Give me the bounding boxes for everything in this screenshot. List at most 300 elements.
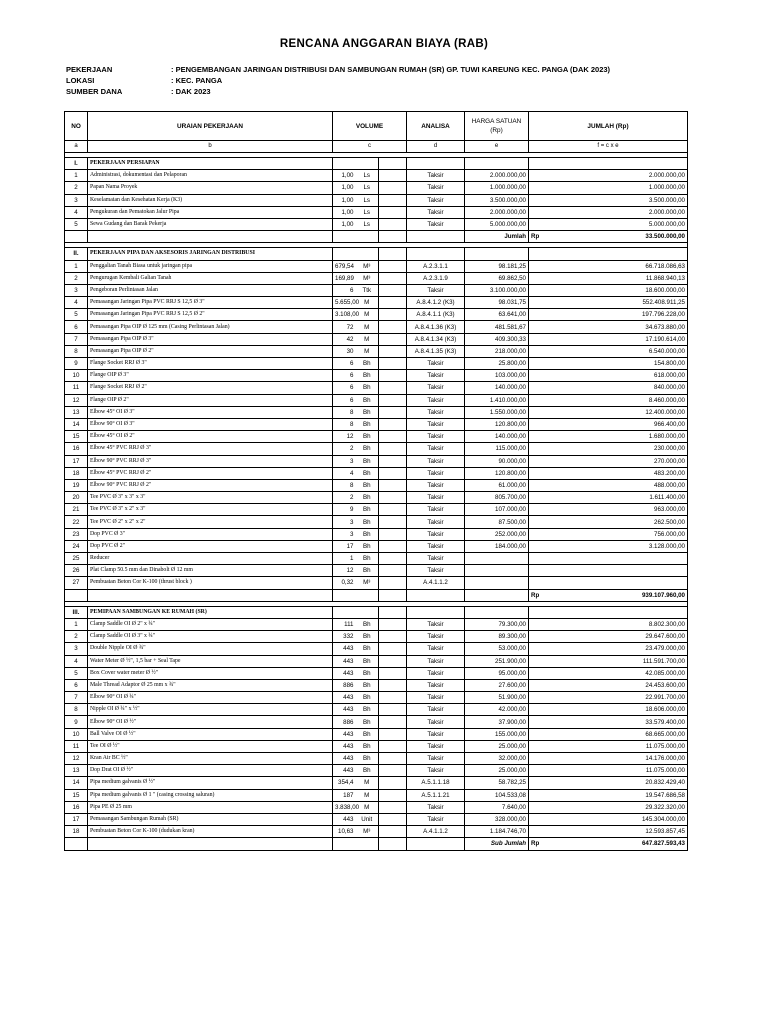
item-volume: 2	[333, 492, 356, 504]
item-volume: 886	[333, 716, 356, 728]
table-row	[65, 443, 688, 455]
item-unit-price: 120.800,00	[465, 467, 529, 479]
item-unit-price: 3.100.000,00	[465, 284, 529, 296]
item-number: 16	[65, 443, 88, 455]
empty-cell	[333, 248, 356, 260]
item-unit: Bh	[356, 643, 379, 655]
item-amount: 154.800,00	[529, 358, 688, 370]
item-description: Papan Nama Proyek	[88, 182, 333, 194]
empty-cell	[88, 231, 333, 243]
table-row	[65, 801, 688, 813]
item-volume: 9	[333, 504, 356, 516]
item-analisa: Taksir	[407, 516, 465, 528]
empty-cell	[407, 231, 465, 243]
item-unit-price: 95.000,00	[465, 667, 529, 679]
table-row	[65, 284, 688, 296]
item-volume: 443	[333, 728, 356, 740]
item-amount: 29.322.320,00	[529, 801, 688, 813]
empty-cell	[379, 540, 407, 552]
subheader-b: b	[88, 141, 333, 153]
item-unit-price: 61.000,00	[465, 479, 529, 491]
empty-cell	[65, 589, 88, 601]
item-analisa: Taksir	[407, 801, 465, 813]
item-analisa: Taksir	[407, 358, 465, 370]
item-amount: 1.680.000,00	[529, 431, 688, 443]
meta-value: : DAK 2023	[171, 87, 211, 96]
table-row	[65, 765, 688, 777]
item-unit-price: 69.862,50	[465, 272, 529, 284]
item-analisa: Taksir	[407, 194, 465, 206]
empty-cell	[88, 838, 333, 850]
table-row	[65, 455, 688, 467]
item-unit: M	[356, 309, 379, 321]
table-row	[65, 753, 688, 765]
empty-cell	[379, 182, 407, 194]
item-amount: 20.832.429,40	[529, 777, 688, 789]
item-unit: Bh	[356, 406, 379, 418]
item-volume: 679,54	[333, 260, 356, 272]
item-number: 10	[65, 728, 88, 740]
item-unit: M	[356, 345, 379, 357]
table-row	[65, 643, 688, 655]
item-unit-price: 115.000,00	[465, 443, 529, 455]
item-unit-price: 42.000,00	[465, 704, 529, 716]
item-volume: 169,89	[333, 272, 356, 284]
item-number: 27	[65, 577, 88, 589]
item-unit: Ls	[356, 182, 379, 194]
item-unit-price: 98.181,25	[465, 260, 529, 272]
item-amount: 1.611.400,00	[529, 492, 688, 504]
item-unit-price: 25.000,00	[465, 740, 529, 752]
item-unit: Bh	[356, 540, 379, 552]
item-amount: 14.176.000,00	[529, 753, 688, 765]
empty-cell	[379, 728, 407, 740]
item-amount: 618.000,00	[529, 370, 688, 382]
section-total-value: 33.500.000,00	[541, 231, 688, 243]
item-unit-price: 140.000,00	[465, 382, 529, 394]
section-title: PEKERJAAN PIPA DAN AKSESORIS JARINGAN DISTRIBUSI	[88, 248, 333, 260]
item-volume: 3	[333, 516, 356, 528]
item-number: 14	[65, 777, 88, 789]
item-analisa: Taksir	[407, 479, 465, 491]
empty-cell	[379, 358, 407, 370]
item-unit: Ls	[356, 170, 379, 182]
col-header-uraian: URAIAN PEKERJAAN	[88, 112, 333, 141]
item-amount: 12.593.857,45	[529, 826, 688, 838]
item-number: 7	[65, 692, 88, 704]
empty-cell	[529, 158, 688, 170]
item-unit-price: 140.000,00	[465, 431, 529, 443]
item-number: 17	[65, 455, 88, 467]
item-volume: 443	[333, 692, 356, 704]
item-description: Elbow 90° PVC RRJ Ø 2"	[88, 479, 333, 491]
item-unit-price: 252.000,00	[465, 528, 529, 540]
empty-cell	[407, 248, 465, 260]
item-analisa: Taksir	[407, 565, 465, 577]
item-description: Elbow 90° PVC RRJ Ø 3"	[88, 455, 333, 467]
item-number: 8	[65, 704, 88, 716]
item-analisa: Taksir	[407, 753, 465, 765]
table-row	[65, 297, 688, 309]
item-number: 11	[65, 382, 88, 394]
item-unit: Bh	[356, 618, 379, 630]
item-description: Pipa PE Ø 25 mm	[88, 801, 333, 813]
empty-cell	[379, 826, 407, 838]
item-description: Pemasangan Jaringan Pipa PVC RRJ S 12,5 Ø 3"	[88, 297, 333, 309]
item-analisa: Taksir	[407, 728, 465, 740]
item-number: 15	[65, 789, 88, 801]
item-unit: M	[356, 333, 379, 345]
item-unit: Bh	[356, 679, 379, 691]
table-row	[65, 182, 688, 194]
item-number: 21	[65, 504, 88, 516]
item-analisa: Taksir	[407, 170, 465, 182]
item-volume: 12	[333, 431, 356, 443]
empty-cell	[356, 838, 379, 850]
item-analisa: A.5.1.1.18	[407, 777, 465, 789]
empty-cell	[356, 606, 379, 618]
item-description: Pemasangan Jaringan Pipa PVC RRJ S 12,5 Ø 2"	[88, 309, 333, 321]
table-row	[65, 777, 688, 789]
empty-cell	[379, 643, 407, 655]
table-row	[65, 789, 688, 801]
item-amount	[529, 577, 688, 589]
empty-cell	[333, 589, 356, 601]
item-unit: Ls	[356, 206, 379, 218]
item-analisa: Taksir	[407, 182, 465, 194]
item-amount: 3.128.000,00	[529, 540, 688, 552]
item-number: 5	[65, 667, 88, 679]
item-unit-price: 103.000,00	[465, 370, 529, 382]
item-unit: Bh	[356, 704, 379, 716]
empty-cell	[407, 589, 465, 601]
item-unit: Bh	[356, 504, 379, 516]
meta-row-sumber-dana	[66, 86, 610, 97]
item-description: Double Nipple OI Ø ¾"	[88, 643, 333, 655]
meta-key: LOKASI	[66, 76, 95, 85]
item-volume: 443	[333, 655, 356, 667]
empty-cell	[379, 297, 407, 309]
item-number: 17	[65, 813, 88, 825]
section-header-row	[65, 248, 688, 260]
item-amount: 23.479.000,00	[529, 643, 688, 655]
item-analisa: Taksir	[407, 504, 465, 516]
item-analisa: Taksir	[407, 492, 465, 504]
item-unit: Bh	[356, 455, 379, 467]
item-amount: 66.718.086,63	[529, 260, 688, 272]
project-meta	[66, 64, 610, 97]
item-description: Elbow 90° OI Ø 3"	[88, 418, 333, 430]
item-volume: 332	[333, 631, 356, 643]
empty-cell	[379, 504, 407, 516]
item-amount: 270.000,00	[529, 455, 688, 467]
item-unit: Bh	[356, 382, 379, 394]
col-header-jumlah: JUMLAH (Rp)	[529, 112, 688, 141]
empty-cell	[407, 158, 465, 170]
item-analisa: Taksir	[407, 679, 465, 691]
section-number: I.	[65, 158, 88, 170]
empty-cell	[379, 492, 407, 504]
item-amount: 2.000.000,00	[529, 206, 688, 218]
item-analisa: Taksir	[407, 740, 465, 752]
item-unit-price: 2.000.000,00	[465, 170, 529, 182]
empty-cell	[465, 606, 529, 618]
item-volume: 8	[333, 406, 356, 418]
empty-cell	[379, 418, 407, 430]
section-number: II.	[65, 248, 88, 260]
item-volume: 72	[333, 321, 356, 333]
empty-cell	[379, 789, 407, 801]
item-volume: 30	[333, 345, 356, 357]
empty-cell	[379, 606, 407, 618]
table-row	[65, 431, 688, 443]
empty-cell	[379, 565, 407, 577]
item-analisa: Taksir	[407, 643, 465, 655]
empty-cell	[333, 158, 356, 170]
empty-cell	[379, 394, 407, 406]
item-unit: Bh	[356, 370, 379, 382]
item-volume: 1,00	[333, 218, 356, 230]
table-row	[65, 309, 688, 321]
empty-cell	[333, 231, 356, 243]
item-description: Pipa medium galvanis Ø 1 " (casing crossing saluran)	[88, 789, 333, 801]
item-unit: Bh	[356, 565, 379, 577]
item-volume: 6	[333, 394, 356, 406]
section-title: PEKERJAAN PERSIAPAN	[88, 158, 333, 170]
item-number: 26	[65, 565, 88, 577]
item-number: 1	[65, 260, 88, 272]
item-number: 2	[65, 182, 88, 194]
item-amount: 17.190.614,00	[529, 333, 688, 345]
item-unit-price: 184.000,00	[465, 540, 529, 552]
item-description: Dop Drat OI Ø ½"	[88, 765, 333, 777]
item-description: Dop PVC Ø 3"	[88, 528, 333, 540]
item-analisa: A.8.4.1.35 (K3)	[407, 345, 465, 357]
section-total-row	[65, 589, 688, 601]
item-volume: 3.838,00	[333, 801, 356, 813]
item-analisa: Taksir	[407, 765, 465, 777]
table-row	[65, 170, 688, 182]
item-number: 18	[65, 467, 88, 479]
item-number: 10	[65, 370, 88, 382]
item-number: 1	[65, 170, 88, 182]
item-description: Box Cover water meter Ø ½"	[88, 667, 333, 679]
item-number: 6	[65, 679, 88, 691]
empty-cell	[379, 753, 407, 765]
item-description: Elbow 90° OI Ø ¾"	[88, 692, 333, 704]
item-description: Pengeboran Perlintasan Jalan	[88, 284, 333, 296]
item-analisa: A.4.1.1.2	[407, 826, 465, 838]
item-analisa: Taksir	[407, 655, 465, 667]
item-description: Pemasangan Pipa OIP Ø 2"	[88, 345, 333, 357]
section-total-value: 939.107.960,00	[541, 589, 688, 601]
item-analisa: A.5.1.1.21	[407, 789, 465, 801]
item-description: Flange Socket RRJ Ø 3"	[88, 358, 333, 370]
item-analisa: Taksir	[407, 467, 465, 479]
empty-cell	[379, 158, 407, 170]
item-analisa: Taksir	[407, 218, 465, 230]
empty-cell	[379, 321, 407, 333]
item-unit-price: 251.900,00	[465, 655, 529, 667]
item-volume: 111	[333, 618, 356, 630]
item-unit: M	[356, 801, 379, 813]
table-row	[65, 565, 688, 577]
item-analisa: Taksir	[407, 553, 465, 565]
item-unit: M³	[356, 577, 379, 589]
item-unit-price: 1.000.000,00	[465, 182, 529, 194]
item-analisa: Taksir	[407, 692, 465, 704]
table-row	[65, 516, 688, 528]
table-row	[65, 540, 688, 552]
item-unit-price: 51.900,00	[465, 692, 529, 704]
empty-cell	[379, 740, 407, 752]
item-number: 1	[65, 618, 88, 630]
item-analisa: Taksir	[407, 716, 465, 728]
empty-cell	[529, 606, 688, 618]
empty-cell	[379, 455, 407, 467]
item-amount: 966.400,00	[529, 418, 688, 430]
empty-cell	[379, 667, 407, 679]
item-unit-price	[465, 553, 529, 565]
item-number: 9	[65, 358, 88, 370]
section-total-row	[65, 231, 688, 243]
item-unit: M³	[356, 826, 379, 838]
empty-cell	[379, 443, 407, 455]
col-header-volume: VOLUME	[333, 112, 407, 141]
item-description: Tee PVC Ø 3" x 2" x 3"	[88, 504, 333, 516]
empty-cell	[379, 692, 407, 704]
item-description: Sewa Gudang dan Barak Pekerja	[88, 218, 333, 230]
item-analisa: Taksir	[407, 704, 465, 716]
table-row	[65, 504, 688, 516]
item-volume: 443	[333, 753, 356, 765]
item-unit: Ls	[356, 194, 379, 206]
item-amount	[529, 565, 688, 577]
empty-cell	[379, 801, 407, 813]
empty-cell	[465, 158, 529, 170]
item-number: 7	[65, 333, 88, 345]
table-row	[65, 692, 688, 704]
section-total-value: 647.827.593,43	[541, 838, 688, 850]
item-unit: Ls	[356, 218, 379, 230]
item-volume: 443	[333, 704, 356, 716]
item-amount: 488.000,00	[529, 479, 688, 491]
item-amount: 483.200,00	[529, 467, 688, 479]
item-number: 25	[65, 553, 88, 565]
col-header-harga: HARGA SATUAN (Rp)	[465, 112, 529, 141]
item-analisa: Taksir	[407, 394, 465, 406]
item-unit-price: 58.782,25	[465, 777, 529, 789]
item-analisa: Taksir	[407, 406, 465, 418]
table-row	[65, 631, 688, 643]
item-unit: Bh	[356, 467, 379, 479]
item-amount: 8.802.300,00	[529, 618, 688, 630]
empty-cell	[379, 589, 407, 601]
item-unit: Bh	[356, 631, 379, 643]
table-subheader-row	[65, 141, 688, 153]
subheader-a: a	[65, 141, 88, 153]
item-amount: 3.500.000,00	[529, 194, 688, 206]
empty-cell	[379, 516, 407, 528]
item-unit-price: 107.000,00	[465, 504, 529, 516]
empty-cell	[379, 777, 407, 789]
empty-cell	[88, 589, 333, 601]
item-amount: 19.547.686,58	[529, 789, 688, 801]
table-row	[65, 740, 688, 752]
subheader-d: d	[407, 141, 465, 153]
item-description: Dop PVC Ø 2"	[88, 540, 333, 552]
item-volume: 8	[333, 479, 356, 491]
item-amount: 1.000.000,00	[529, 182, 688, 194]
empty-cell	[379, 553, 407, 565]
item-volume: 12	[333, 565, 356, 577]
item-unit: Bh	[356, 528, 379, 540]
item-amount: 262.500,00	[529, 516, 688, 528]
item-amount: 12.400.000,00	[529, 406, 688, 418]
item-unit-price: 32.000,00	[465, 753, 529, 765]
empty-cell	[379, 248, 407, 260]
item-analisa: Taksir	[407, 443, 465, 455]
item-unit: Bh	[356, 553, 379, 565]
currency-label: Rp	[529, 838, 541, 850]
item-analisa: Taksir	[407, 370, 465, 382]
item-unit-price: 1.550.000,00	[465, 406, 529, 418]
item-volume: 42	[333, 333, 356, 345]
empty-cell	[379, 577, 407, 589]
item-analisa: A.2.3.1.9	[407, 272, 465, 284]
item-unit-price: 104.533,08	[465, 789, 529, 801]
item-unit: Bh	[356, 418, 379, 430]
item-unit-price: 5.000.000,00	[465, 218, 529, 230]
item-unit: Bh	[356, 692, 379, 704]
table-row	[65, 679, 688, 691]
empty-cell	[407, 838, 465, 850]
section-total-label	[465, 589, 529, 601]
table-row	[65, 553, 688, 565]
item-unit: M	[356, 777, 379, 789]
item-unit: M	[356, 297, 379, 309]
item-unit: Bh	[356, 492, 379, 504]
table-row	[65, 826, 688, 838]
item-description: Administrasi, dokumentasi dan Pelaporan	[88, 170, 333, 182]
item-number: 20	[65, 492, 88, 504]
item-volume: 10,63	[333, 826, 356, 838]
item-amount: 11.075.000,00	[529, 740, 688, 752]
item-volume: 3	[333, 528, 356, 540]
empty-cell	[379, 284, 407, 296]
item-analisa: A.2.3.1.1	[407, 260, 465, 272]
empty-cell	[356, 248, 379, 260]
section-number: III.	[65, 606, 88, 618]
item-number: 3	[65, 643, 88, 655]
table-row	[65, 528, 688, 540]
item-volume: 443	[333, 740, 356, 752]
item-analisa: A.8.4.1.1 (K3)	[407, 309, 465, 321]
item-number: 6	[65, 321, 88, 333]
item-analisa: Taksir	[407, 455, 465, 467]
item-unit: Bh	[356, 443, 379, 455]
table-row	[65, 370, 688, 382]
empty-cell	[379, 206, 407, 218]
table-row	[65, 321, 688, 333]
table-row	[65, 728, 688, 740]
item-description: Flange OIP Ø 2"	[88, 394, 333, 406]
item-amount: 2.000.000,00	[529, 170, 688, 182]
item-description: Male Thread Adaptor Ø 25 mm x ¾"	[88, 679, 333, 691]
item-description: Tee PVC Ø 3" x 3" x 3"	[88, 492, 333, 504]
item-unit-price: 98.031,75	[465, 297, 529, 309]
item-amount: 8.460.000,00	[529, 394, 688, 406]
